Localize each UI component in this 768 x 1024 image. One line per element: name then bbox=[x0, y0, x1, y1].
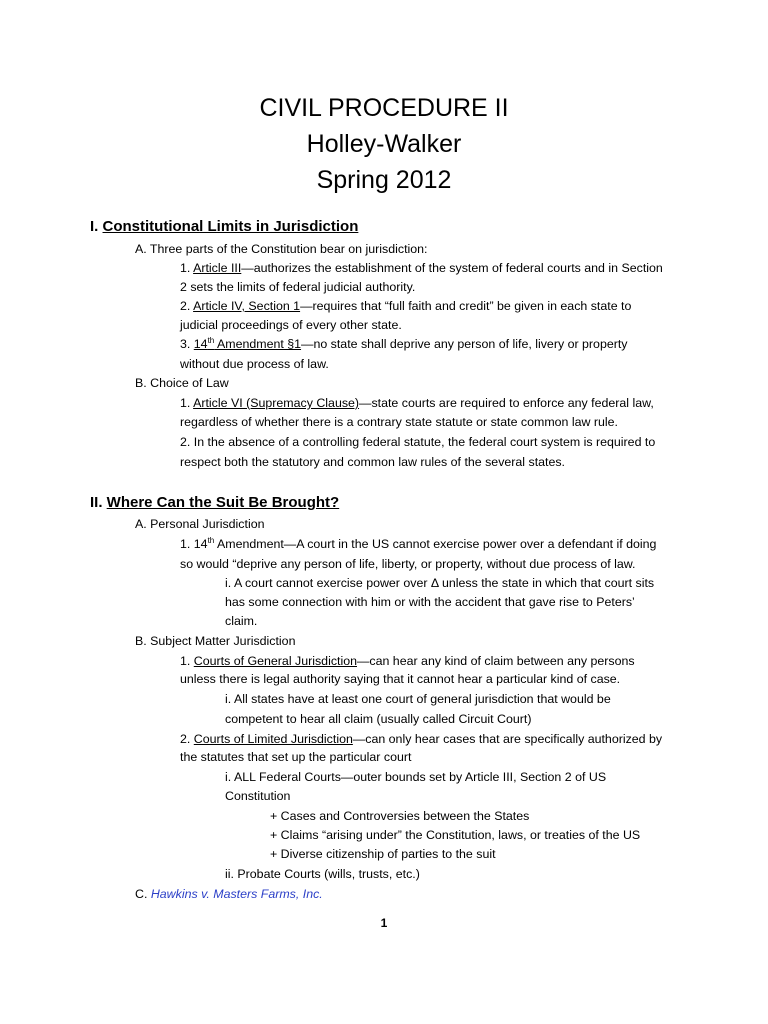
bullet-item: + Cases and Controversies between the States bbox=[270, 809, 530, 823]
course-title: CIVIL PROCEDURE II bbox=[259, 94, 509, 122]
outline-item: C. Hawkins v. Masters Farms, Inc. bbox=[135, 887, 323, 901]
outline-item-cont: competent to hear all claim (usually called Circuit Court) bbox=[225, 712, 532, 726]
section-2-heading: II. Where Can the Suit Be Brought? bbox=[90, 494, 340, 511]
outline-item: 2. Article IV, Section 1—requires that “full faith and credit” be given in each state to bbox=[180, 299, 632, 313]
section-2-title: Where Can the Suit Be Brought? bbox=[106, 494, 340, 511]
outline-item-cont: respect both the statutory and common law rules of the several states. bbox=[180, 455, 565, 469]
section-1-title: Constitutional Limits in Jurisdiction bbox=[102, 218, 359, 235]
outline-item: 1. 14th Amendment—A court in the US cannot exercise power over a defendant if doing bbox=[180, 536, 657, 551]
outline-item: A. Three parts of the Constitution bear on jurisdiction: bbox=[135, 242, 428, 256]
outline-item-cont: 2 sets the limits of federal judicial authority. bbox=[180, 280, 416, 294]
outline-item-cont: without due process of law. bbox=[180, 357, 329, 371]
outline-item-cont: so would “deprive any person of life, liberty, or property, without due process of law. bbox=[180, 557, 636, 571]
page-number: 1 bbox=[380, 916, 388, 930]
outline-item: ii. Probate Courts (wills, trusts, etc.) bbox=[225, 867, 420, 881]
professor-name: Holley-Walker bbox=[306, 130, 462, 158]
outline-item-cont: has some connection with him or with the accident that gave rise to Peters’ bbox=[225, 595, 635, 609]
outline-item: 1. Article III—authorizes the establishment of the system of federal courts and in Section bbox=[180, 261, 663, 275]
outline-item: A. Personal Jurisdiction bbox=[135, 517, 265, 531]
general-jurisdiction-ref: Courts of General Jurisdiction bbox=[193, 654, 357, 668]
outline-item: i. ALL Federal Courts—outer bounds set by Article III, Section 2 of US bbox=[225, 770, 607, 784]
outline-item: 1. Courts of General Jurisdiction—can hear any kind of claim between any persons bbox=[180, 654, 635, 668]
article-iii-ref: Article III bbox=[193, 261, 242, 275]
case-link-hawkins[interactable]: Hawkins v. Masters Farms, Inc. bbox=[150, 887, 323, 901]
outline-item: i. A court cannot exercise power over Δ unless the state in which that court sits bbox=[225, 576, 655, 590]
amendment-14-ref: 14th Amendment §1 bbox=[193, 336, 302, 351]
outline-item-cont: regardless of whether there is a contrary state statute or state common law rule. bbox=[180, 415, 619, 429]
article-vi-ref: Article VI (Supremacy Clause) bbox=[193, 396, 360, 410]
outline-item: 1. Article VI (Supremacy Clause)—state courts are required to enforce any federal law, bbox=[180, 396, 654, 410]
outline-item: B. Subject Matter Jurisdiction bbox=[135, 634, 296, 648]
bullet-item: + Diverse citizenship of parties to the suit bbox=[270, 847, 496, 861]
outline-item-cont: Constitution bbox=[225, 789, 291, 803]
outline-item-cont: claim. bbox=[225, 614, 258, 628]
title-block bbox=[0, 90, 768, 198]
bullet-item: + Claims “arising under” the Constitution, laws, or treaties of the US bbox=[270, 828, 641, 842]
outline-item: B. Choice of Law bbox=[135, 376, 229, 390]
outline-item: i. All states have at least one court of general jurisdiction that would be bbox=[225, 692, 611, 706]
outline-item-cont: unless there is legal authority saying that it cannot hear a particular kind of case. bbox=[180, 672, 621, 686]
limited-jurisdiction-ref: Courts of Limited Jurisdiction bbox=[193, 732, 353, 746]
outline-item-cont: the statutes that set up the particular court bbox=[180, 750, 412, 764]
outline-item: 2. Courts of Limited Jurisdiction—can only hear cases that are specifically authorized by bbox=[180, 732, 663, 746]
term: Spring 2012 bbox=[316, 166, 452, 194]
outline-item: 3. 14th Amendment §1—no state shall deprive any person of life, livery or property bbox=[180, 336, 628, 351]
section-1-heading: I. Constitutional Limits in Jurisdiction bbox=[90, 218, 359, 235]
outline-item: 2. In the absence of a controlling federal statute, the federal court system is required to bbox=[180, 435, 656, 449]
article-iv-ref: Article IV, Section 1 bbox=[193, 299, 301, 313]
outline-item-cont: judicial proceedings of every other state. bbox=[180, 318, 402, 332]
